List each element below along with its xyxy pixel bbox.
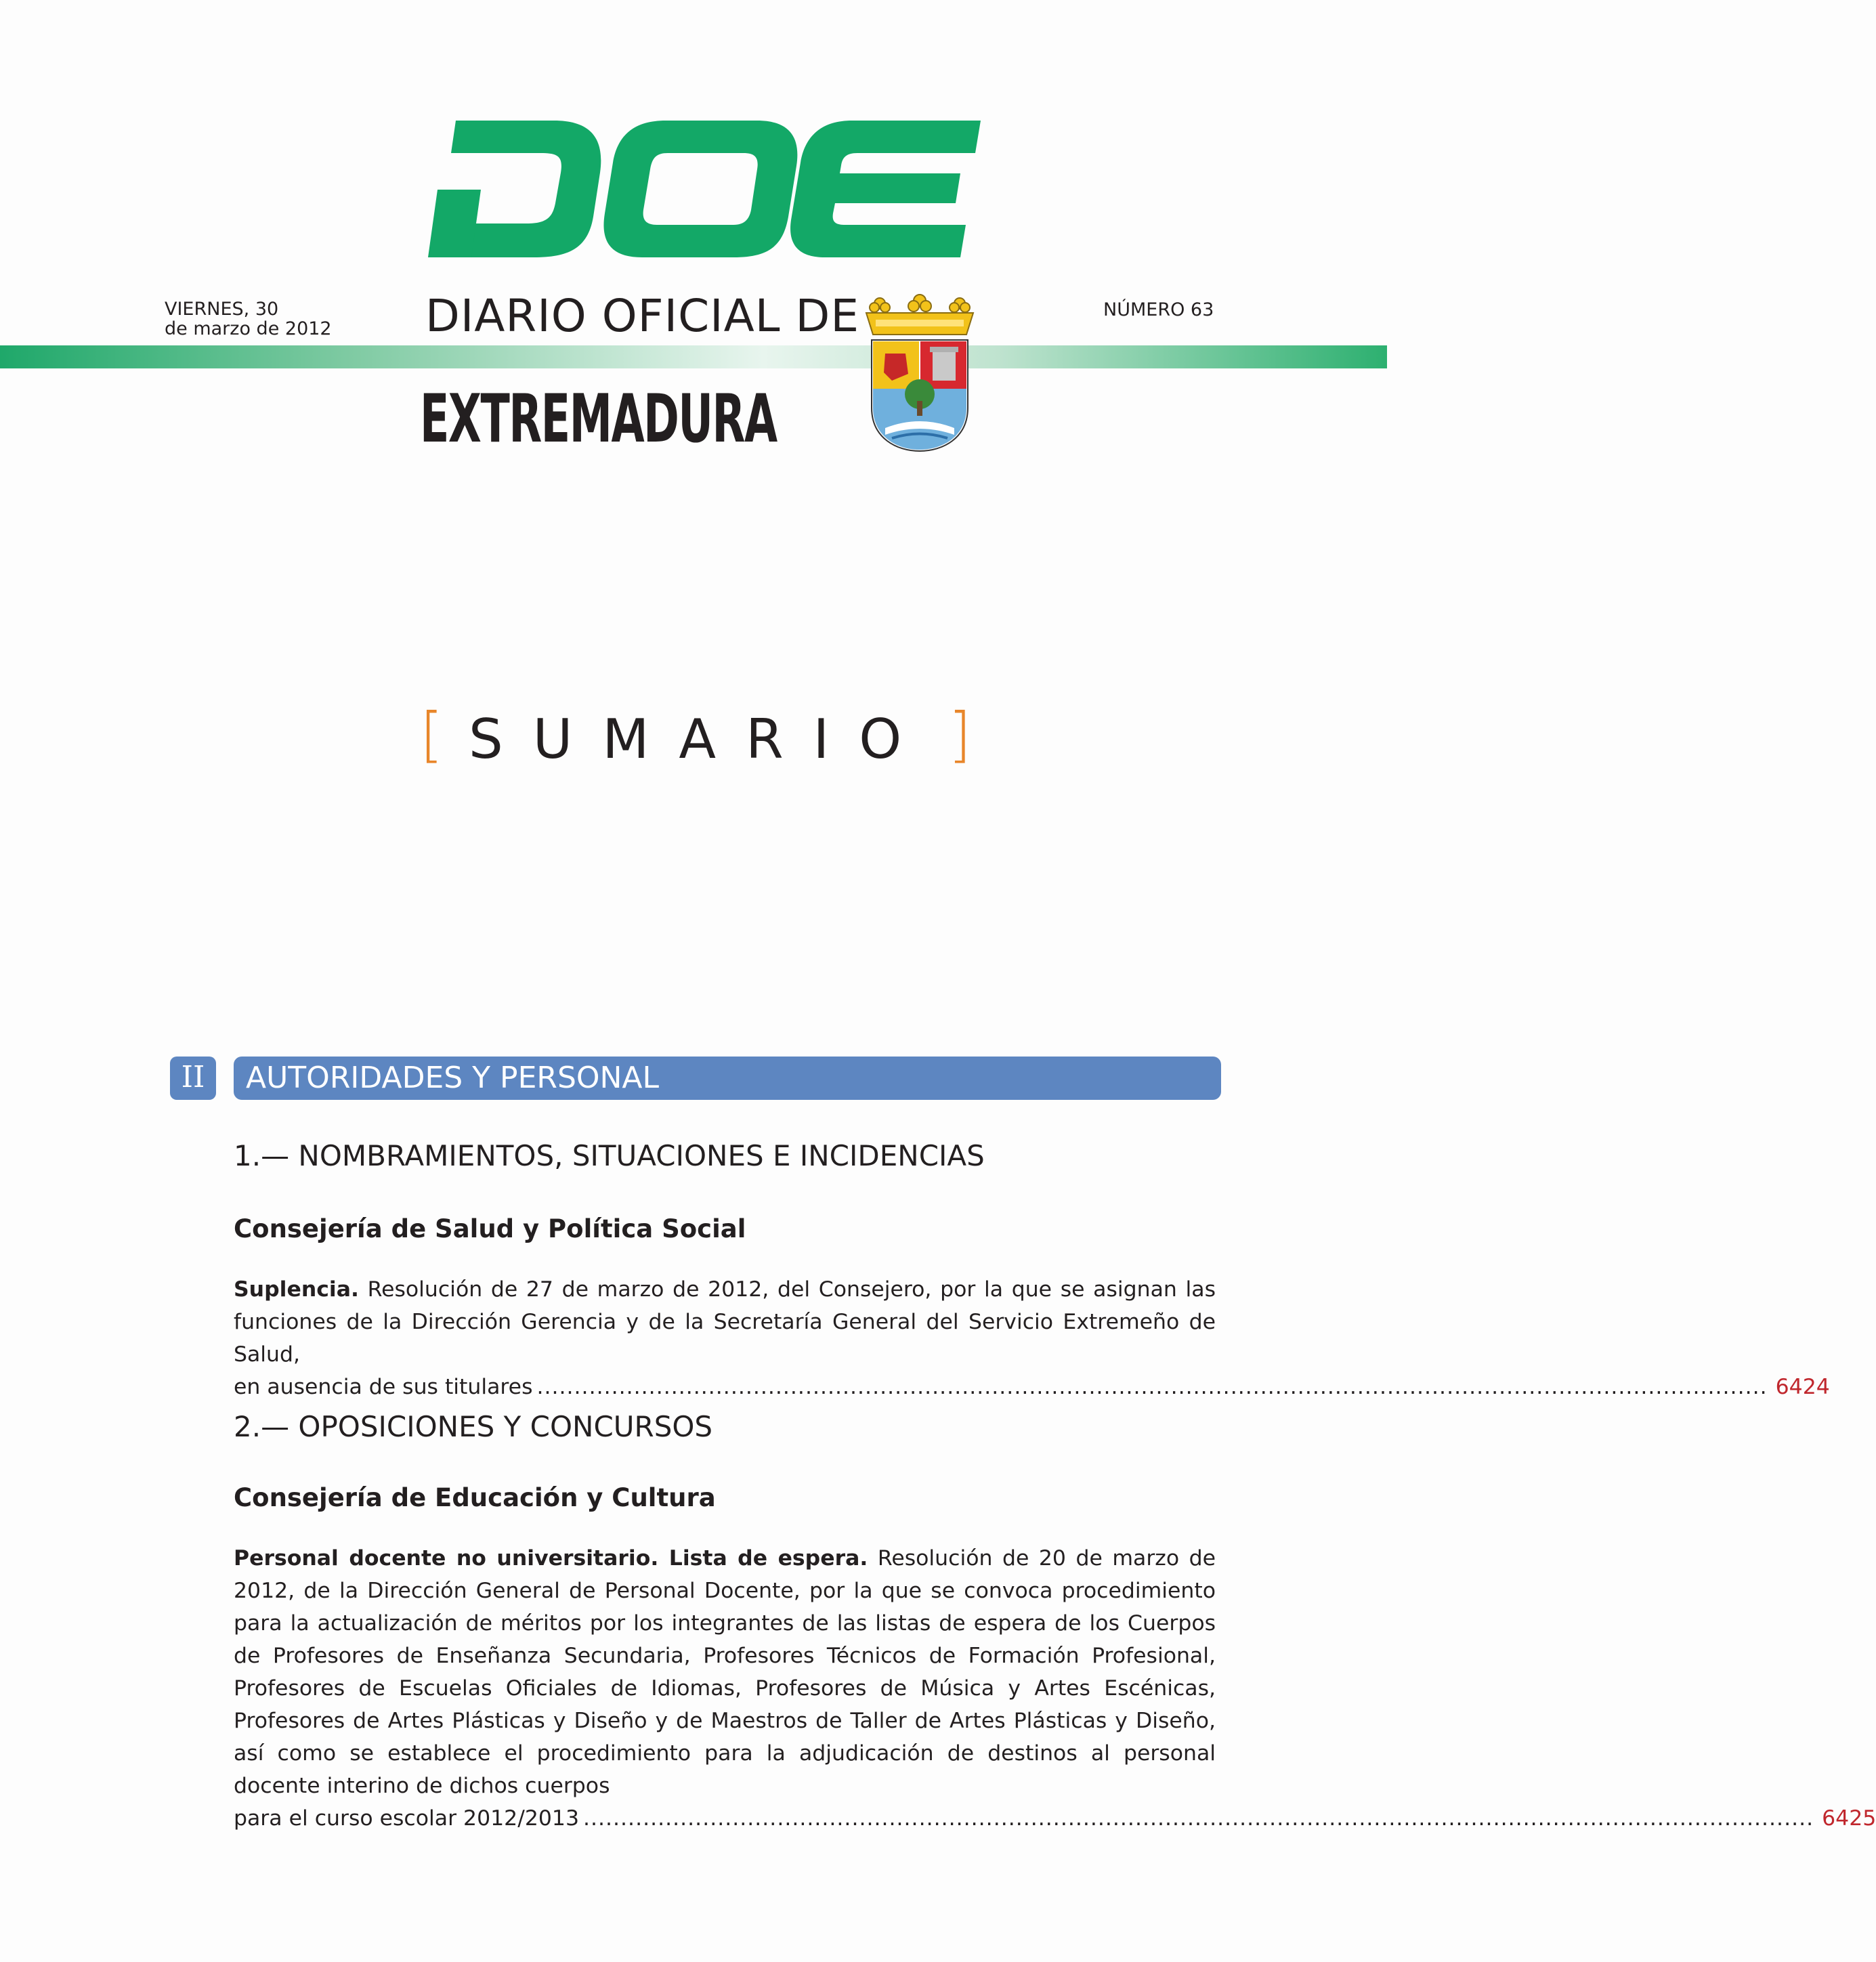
entry-1 [234, 1273, 1830, 1403]
sumario-open-bracket: [ [420, 700, 444, 769]
sumario-title [420, 700, 972, 771]
entry-2-page-link[interactable]: 6425 [1822, 1806, 1876, 1831]
leader-dots: ..................................................................................................................................................................... [582, 1806, 1814, 1831]
entry-1-page-link[interactable]: 6424 [1775, 1375, 1830, 1399]
sumario-close-bracket: ] [948, 700, 972, 769]
entry-2-text-end: para el curso escolar 2012/2013 [234, 1806, 579, 1831]
leader-dots: ..................................................................................................................................................................... [536, 1375, 1768, 1399]
issue-month-year: de marzo de 2012 [165, 318, 332, 339]
issue-date [165, 299, 332, 339]
masthead-extremadura: EXTREMADURA [420, 381, 777, 458]
entry-1-text: Resolución de 27 de marzo de 2012, del Consejero, por la que se asignan las funciones de la Dirección Gerencia y de la Secretaría General del Servicio Extremeño de Salud, [234, 1277, 1216, 1367]
entry-2-title: Personal docente no universitario. Lista de espera. [234, 1546, 868, 1571]
department-heading-1: Consejería de Salud y Política Social [234, 1214, 746, 1243]
entry-2-text: Resolución de 20 de marzo de 2012, de la Dirección General de Personal Docente, por la que se convoca procedimiento para la actualización de méritos por los integrantes de las listas de espera de los Cuerpos de Profesores de Enseñanza Secundaria, Profesores Técnicos de Formación Profesional, Profesores de Escuelas Oficiales de Idiomas, Profesores de Música y Artes Escénicas, Profesores de Artes Plásticas y Diseño y de Maestros de Taller de Artes Plásticas y Diseño, así como se establece el procedimiento para la adjudicación de destinos al personal docente interino de dichos cuerpos [234, 1546, 1216, 1798]
entry-1-last-line [234, 1371, 1830, 1403]
entry-2-last-line [234, 1802, 1876, 1835]
subsection-heading-2: 2.— OPOSICIONES Y CONCURSOS [234, 1410, 713, 1443]
sumario-word: SUMARIO [469, 708, 932, 771]
header-green-band [0, 345, 1387, 368]
masthead-diario-oficial: DIARIO OFICIAL DE [420, 290, 865, 342]
issue-weekday: VIERNES, 30 [165, 299, 279, 320]
doe-logo [419, 108, 981, 268]
entry-1-text-end: en ausencia de sus titulares [234, 1375, 533, 1399]
entry-1-title: Suplencia. [234, 1277, 359, 1302]
section-title-bar: AUTORIDADES Y PERSONAL [234, 1057, 1221, 1100]
section-number-badge: II [170, 1057, 216, 1100]
entry-2 [234, 1542, 1876, 1835]
coat-of-arms-icon [865, 293, 975, 452]
subsection-heading-1: 1.— NOMBRAMIENTOS, SITUACIONES E INCIDENCIAS [234, 1139, 985, 1172]
issue-number: NÚMERO 63 [1103, 299, 1214, 320]
department-heading-2: Consejería de Educación y Cultura [234, 1483, 716, 1512]
